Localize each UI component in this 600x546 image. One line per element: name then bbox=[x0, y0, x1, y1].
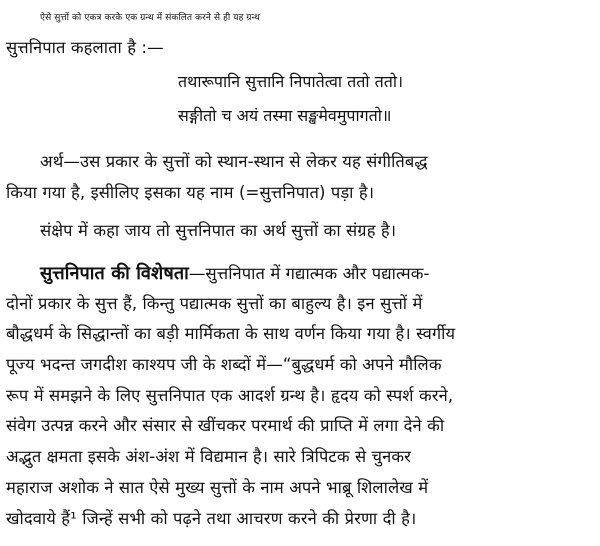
text-line-p9: महाराज अशोक ने सात ऐसे मुख्य सुत्तों के नाम अपने भाब्रू शिलालेख में bbox=[6, 478, 429, 497]
text-line-p7: संवेग उत्पन्न करने और संसार से खींचकर परमार्थ की प्राप्ति में लगा देने की bbox=[6, 416, 445, 435]
text-line-p3: दोनों प्रकार के सुत्त हैं, किन्तु पद्यात्मक सुत्तों का बाहुल्य है। इन सुत्तों में bbox=[6, 294, 423, 313]
section-heading-line bbox=[40, 262, 430, 286]
text-line-p8: अद्भुत क्षमता इसके अंश-अंश में विद्यमान है। सारे त्रिपिटक से चुनकर bbox=[6, 447, 412, 466]
text-line-1: ऐसे सुत्तों को एकत्र करके एक ग्रन्थ में संकलित करने से ही यह ग्रन्थ bbox=[40, 13, 260, 23]
text-line-meaning-1: अर्थ—उस प्रकार के सुत्तों को स्थान-स्थान से लेकर यह संगीतिबद्ध bbox=[40, 152, 428, 171]
verse-line-2: सङ्गीतो च अयं तस्मा सङ्खमेवमुपागतो॥ bbox=[178, 106, 392, 125]
section-heading: सुत्तनिपात की विशेषता bbox=[40, 263, 189, 284]
text-line-meaning-2: किया गया है, इसीलिए इसका यह नाम (=सुत्तनिपात) पड़ा है। bbox=[6, 183, 375, 202]
verse-line-1: तथारूपानि सुत्तानि निपातेत्वा ततो ततो। bbox=[178, 72, 404, 91]
text-line-p5: पूज्य भदन्त जगदीश काश्यप जी के शब्दों में—“बुद्धधर्म को अपने मौलिक bbox=[6, 355, 442, 374]
text-line-p6: रूप में समझने के लिए सुत्तनिपात एक आदर्श ग्रन्थ है। हृदय को स्पर्श करने, bbox=[6, 386, 454, 405]
text-line-2: सुत्तनिपात कहलाता है :— bbox=[6, 38, 164, 57]
text-line-p10: खोदवाये हैं¹ जिन्हें सभी को पढ़ने तथा आचरण करने की प्रेरणा दी है। bbox=[6, 509, 417, 528]
section-heading-rest: —सुत्तनिपात में गद्यात्मक और पद्यात्मक- bbox=[188, 264, 430, 283]
text-line-summary: संक्षेप में कहा जाय तो सुत्तनिपात का अर्थ सुत्तों का संग्रह है। bbox=[40, 221, 397, 240]
text-line-p4: बौद्धधर्म के सिद्धान्तों का बड़ी मार्मिकता के साथ वर्णन किया गया है। स्वर्गीय bbox=[6, 324, 456, 343]
